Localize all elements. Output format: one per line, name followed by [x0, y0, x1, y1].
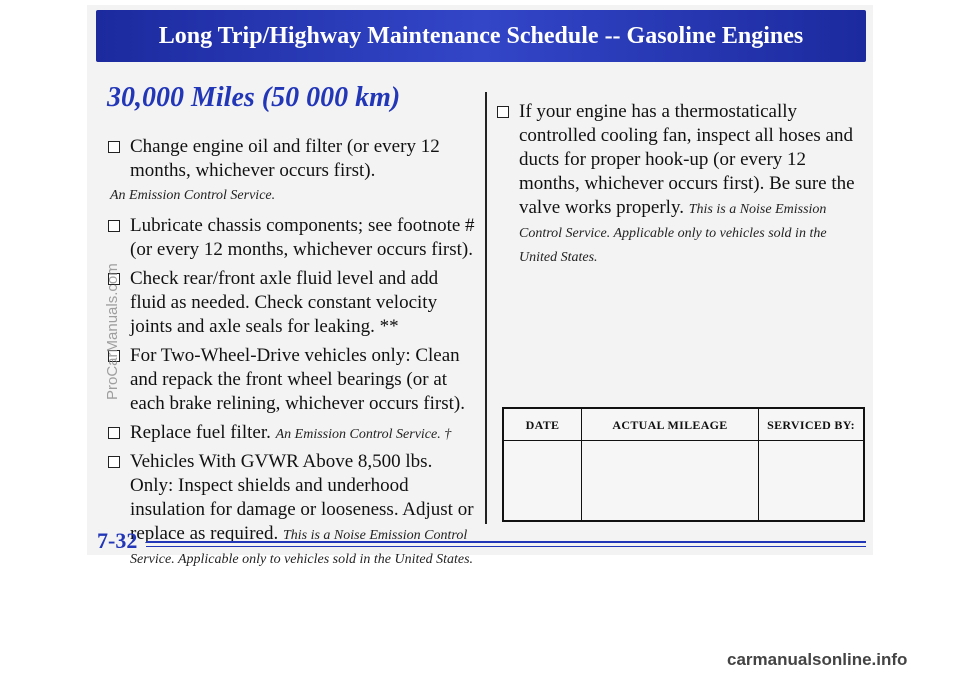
- item-note: This is a Noise Emission Control Service. Applicable only to vehicles sold in the United States.: [519, 202, 827, 265]
- side-watermark: ProCarManuals.com: [104, 263, 121, 400]
- bottom-watermark: carmanualsonline.info: [727, 650, 908, 669]
- page-title: Long Trip/Highway Maintenance Schedule -- Gasoline Engines: [158, 23, 804, 49]
- list-item: [106, 421, 478, 445]
- checkbox-icon[interactable]: [108, 427, 120, 439]
- right-column: [495, 100, 865, 273]
- table-header-date: DATE: [504, 409, 582, 441]
- left-column: [106, 135, 478, 575]
- item-text: Lubricate chassis components; see footnote # (or every 12 months, whichever occurs first).: [130, 215, 475, 260]
- checkbox-icon[interactable]: [497, 106, 509, 118]
- table-header-mileage: ACTUAL MILEAGE: [582, 409, 759, 441]
- list-item: [106, 214, 478, 262]
- item-note: An Emission Control Service. †: [275, 427, 452, 442]
- footer-rule: [146, 541, 866, 547]
- checkbox-icon[interactable]: [108, 220, 120, 232]
- item-text: If your engine has a thermostatically controlled cooling fan, inspect all hoses and ducts for proper hook-up (or every 12 months, whichever occurs first). Be sure the valve works properly.: [519, 101, 855, 218]
- list-item: [106, 450, 478, 570]
- section-heading: 30,000 Miles (50 000 km): [107, 82, 401, 113]
- list-item: [106, 135, 478, 183]
- service-record-table: [502, 407, 865, 522]
- table-cell-serviced-by[interactable]: [759, 441, 863, 520]
- table-cell-mileage[interactable]: [582, 441, 759, 520]
- item-note: An Emission Control Service.: [110, 188, 276, 203]
- item-text: Change engine oil and filter (or every 12 months, whichever occurs first).: [130, 136, 440, 181]
- table-header-serviced-by: SERVICED BY:: [759, 409, 863, 441]
- list-item: [106, 344, 478, 416]
- item-text: For Two-Wheel-Drive vehicles only: Clean and repack the front wheel bearings (or at each brake relining, whichever occurs first).: [130, 345, 465, 414]
- checkbox-icon[interactable]: [108, 456, 120, 468]
- item-note: This is a Noise Emission Control Service. Applicable only to vehicles sold in the United States.: [130, 528, 474, 567]
- list-item: [106, 267, 478, 339]
- checkbox-icon[interactable]: [108, 141, 120, 153]
- title-banner: [96, 10, 866, 62]
- column-divider: [485, 92, 487, 524]
- item-text: Check rear/front axle fluid level and add fluid as needed. Check constant velocity joints and axle seals for leaking. **: [130, 268, 439, 337]
- table-cell-date[interactable]: [504, 441, 582, 520]
- item-text: Replace fuel filter.: [130, 422, 271, 443]
- page-number: 7-32: [97, 528, 138, 553]
- list-item: [495, 100, 865, 268]
- item-text: Vehicles With GVWR Above 8,500 lbs. Only: Inspect shields and underhood insulation for damage or looseness. Adjust or replace as required.: [130, 451, 474, 544]
